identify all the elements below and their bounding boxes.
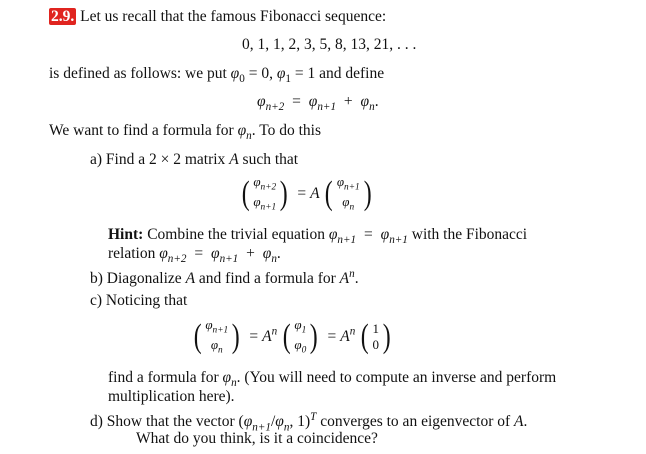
phi-symbol: φ [253, 174, 261, 189]
vector-lhs [240, 174, 290, 215]
phi-symbol: φ [230, 65, 240, 82]
phi-symbol: φ [294, 317, 302, 332]
part-c-text: Noticing that [105, 292, 188, 309]
part-a-text: Find a 2 × 2 matrix [105, 151, 226, 168]
phi-symbol: φ [336, 174, 345, 189]
subscript-n-plus-1: n+1 [344, 182, 360, 193]
left-paren: ( [241, 175, 250, 213]
part-d-label: d) [90, 413, 103, 431]
phi-symbol: φ [222, 369, 232, 386]
phi0-equation: = 0, [248, 65, 273, 82]
subscript-n-plus-1: n+1 [317, 101, 337, 114]
phi-symbol: φ [159, 245, 168, 262]
problem-intro-line [49, 8, 386, 26]
vector-entries [370, 321, 381, 354]
part-b-line: b) Diagonalize A and find a formula for $A^n$. [90, 268, 359, 288]
part-b-text: Diagonalize [106, 270, 182, 288]
subscript-n-plus-1: n+1 [389, 234, 408, 247]
left-paren: ( [325, 175, 334, 213]
right-paren: ) [363, 175, 372, 213]
hint-text-2: with the Fibonacci [411, 226, 528, 243]
subscript-0: 0 [301, 345, 307, 356]
subscript-n-plus-1: n+1 [212, 325, 229, 336]
phi-symbol: φ [210, 245, 220, 262]
part-c-matrix-equation: ( $\varphi_{n+1}$ $\varphi_n$ ) = $A^n$ ( $\varphi_1$ $\varphi_0$ ) = $A^n$ ( 1 0 ) [193, 317, 391, 356]
hint-line-2-text: relation [108, 245, 156, 262]
subscript-n: n [283, 421, 290, 434]
vector-lhs: ( $\varphi_{n+1}$ $\varphi_n$ ) [193, 317, 240, 356]
vector-entries [292, 317, 308, 358]
part-a-matrix-equation [240, 174, 373, 215]
matrix-a-symbol: A [185, 270, 196, 288]
part-d-text-2: converges to an eigenvector of [320, 413, 511, 431]
subscript-n-plus-1: n+1 [260, 202, 277, 213]
goal-line [49, 122, 321, 143]
right-paren: ) [279, 175, 288, 213]
part-a-suffix: such that [242, 151, 299, 168]
vector-rhs [323, 174, 373, 215]
power-n: n [349, 268, 355, 280]
hint-line-1: Hint: Combine the trivial equation $\varphi_{n+1} = \varphi_{n+1}$ with the Fibonacci [108, 226, 528, 247]
vector-entry-1: 1 [372, 321, 379, 337]
subscript-n: n [349, 202, 355, 213]
part-d-text: Show that the vector [106, 413, 235, 431]
phi0-subscript: 0 [239, 73, 245, 86]
transpose-symbol: T [310, 411, 317, 423]
subscript-n: n [218, 345, 223, 356]
phi-symbol: φ [308, 93, 318, 110]
vector-entries [203, 317, 230, 358]
problem-number-badge: 2.9. [51, 8, 75, 25]
phi-symbol: φ [262, 245, 272, 262]
phi-symbol: φ [243, 413, 253, 431]
subscript-n-plus-2: n+2 [167, 253, 187, 266]
phi-symbol: φ [237, 122, 247, 139]
definition-line [49, 65, 384, 86]
power-n: n [349, 325, 356, 338]
phi1-equation: = 1 and define [294, 65, 385, 82]
phi-symbol: φ [275, 413, 284, 431]
hint-line-2: relation $\varphi_{n+2} = \varphi_{n+1} + \varphi_n$. [108, 245, 281, 266]
vector-entries [251, 174, 278, 215]
subscript-n-plus-1: n+1 [337, 234, 357, 247]
goal-text: We want to find a formula for [49, 122, 234, 139]
goal-suffix: . To do this [251, 122, 321, 139]
phi-symbol: φ [328, 226, 338, 243]
matrix-a-symbol: A [262, 327, 272, 345]
part-c-find-text: find a formula for [108, 369, 219, 386]
part-a-label: a) [90, 151, 103, 168]
phi-symbol: φ [380, 226, 390, 243]
subscript-n: n [246, 130, 252, 143]
phi1-subscript: 1 [285, 73, 291, 86]
hint-text: Combine the trivial equation [147, 226, 325, 243]
problem-intro-text: Let us recall that the famous Fibonacci sequence: [80, 8, 387, 25]
plus-sign: + [343, 93, 353, 110]
phi-symbol: φ [210, 337, 219, 353]
subscript-n-plus-2: n+2 [260, 182, 277, 193]
phi-symbol: φ [276, 65, 286, 82]
subscript-n-plus-1: n+1 [252, 421, 271, 434]
matrix-a-symbol: A [310, 184, 320, 202]
vector-entries [335, 174, 362, 215]
part-a-line [90, 151, 298, 169]
phi-symbol: φ [360, 93, 370, 110]
phi-symbol: φ [294, 337, 302, 353]
part-c-line [90, 292, 187, 310]
subscript-n-plus-2: n+2 [265, 101, 285, 114]
subscript-n: n [231, 377, 237, 390]
equals-sign: = [297, 184, 307, 202]
part-c-find-line-1 [108, 369, 556, 390]
subscript-n: n [369, 101, 375, 114]
matrix-a-symbol: A [229, 151, 239, 168]
matrix-a-symbol: A [339, 270, 350, 288]
phi-symbol: φ [253, 194, 261, 210]
power-n: n [271, 325, 278, 338]
part-c-label: c) [90, 292, 103, 309]
vector-init: ( 1 0 ) [360, 318, 391, 356]
matrix-a-symbol: A [340, 327, 350, 345]
part-b-label: b) [90, 270, 103, 288]
subscript-n: n [271, 253, 277, 266]
fibonacci-sequence: 0, 1, 1, 2, 3, 5, 8, 13, 21, . . . [242, 36, 417, 53]
phi-symbol: φ [257, 93, 266, 110]
definition-prefix: is defined as follows: we put [49, 65, 227, 82]
phi-symbol: φ [205, 317, 213, 332]
subscript-n-plus-1: n+1 [219, 253, 239, 266]
part-b-text-2: and find a formula for [198, 270, 336, 288]
vector-entry-1: 1 [297, 413, 305, 431]
matrix-a-symbol: A [514, 413, 524, 431]
part-d-line-2: What do you think, is it a coincidence? [136, 430, 378, 447]
phi-symbol: φ [342, 194, 350, 210]
subscript-1: 1 [301, 325, 307, 336]
equals-sign: = [292, 93, 301, 110]
part-d-line: d) Show that the vector ($\varphi_{n+1}/\varphi_n$, 1)$^T$ converges to an eigenvector of A. [90, 411, 528, 434]
hint-label: Hint: [108, 226, 144, 243]
part-c-find-text-2: . (You will need to compute an inverse and perform [236, 369, 557, 386]
vector-entry-0: 0 [372, 337, 379, 353]
recurrence-equation: $\varphi_{n+2} = \varphi_{n+1} + \varphi_n$. [257, 93, 379, 114]
vector-mid: ( $\varphi_1$ $\varphi_0$ ) [282, 317, 318, 356]
part-c-find-line-2: multiplication here). [108, 388, 235, 405]
